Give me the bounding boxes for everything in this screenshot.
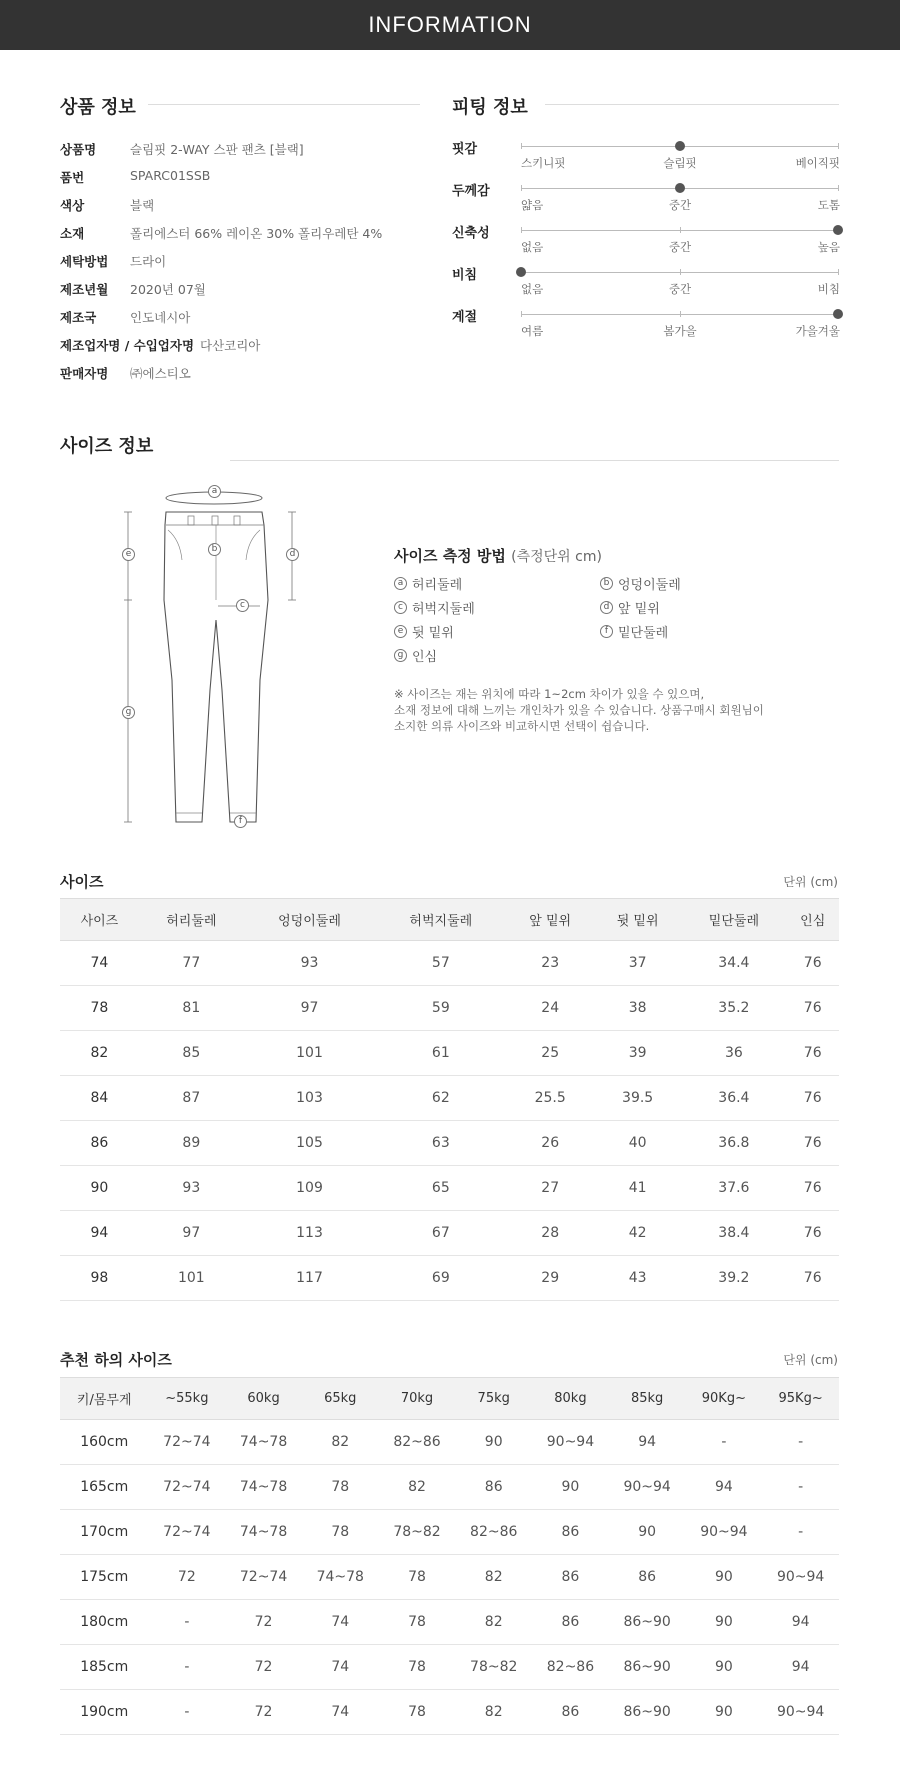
size-table-cell: 37 (594, 941, 681, 986)
size-table-cell: 97 (139, 1211, 244, 1256)
product-info-row (60, 336, 260, 354)
fit-option: 스키니핏 (521, 156, 566, 170)
recommend-table-unit: 단위 (cm) (783, 1353, 838, 1367)
product-info-row (60, 252, 166, 270)
info-header (0, 0, 900, 50)
size-table-cell: 113 (244, 1211, 375, 1256)
fit-option: 비침 (817, 282, 840, 296)
size-table-cell: 36 (681, 1031, 786, 1076)
recommend-table-cell: - (148, 1690, 225, 1735)
recommend-table-cell: 74 (302, 1645, 379, 1690)
recommend-table-row (60, 1645, 839, 1690)
recommend-table-row (60, 1420, 839, 1465)
fit-scale-tick (838, 269, 839, 275)
recommend-table-cell: 90~94 (686, 1510, 763, 1555)
recommend-table-cell: 72~74 (148, 1510, 225, 1555)
size-table-cell: 109 (244, 1166, 375, 1211)
size-table-row (60, 1256, 839, 1301)
size-table-cell: 93 (244, 941, 375, 986)
fit-scale-tick (521, 227, 522, 233)
recommend-table-cell: 90 (686, 1555, 763, 1600)
recommend-table-cell: 82~86 (532, 1645, 609, 1690)
size-table-cell: 82 (60, 1031, 139, 1076)
recommend-table-cell: - (762, 1510, 839, 1555)
recommend-table-cell: 82~86 (379, 1420, 456, 1465)
fit-selected-dot (833, 225, 843, 235)
size-table-header-cell: 밑단둘레 (681, 899, 786, 941)
recommend-table-cell: 90 (686, 1645, 763, 1690)
size-table-cell: 40 (594, 1121, 681, 1166)
recommend-table-cell: 165cm (60, 1465, 148, 1510)
mark-b-hip: b (208, 543, 221, 556)
fit-label: 두께감 (452, 184, 490, 199)
recommend-table-cell: 86 (455, 1465, 532, 1510)
fit-option: 베이직핏 (795, 156, 840, 170)
size-table-cell: 62 (375, 1076, 506, 1121)
recommend-table-row (60, 1600, 839, 1645)
fit-option: 없음 (521, 282, 544, 296)
size-table-cell: 36.8 (681, 1121, 786, 1166)
size-table-cell: 43 (594, 1256, 681, 1301)
recommend-table-cell: 90 (686, 1690, 763, 1735)
fit-selected-dot (833, 309, 843, 319)
recommend-table-cell: 82 (302, 1420, 379, 1465)
legend-label: 허리둘레 (412, 578, 463, 593)
recommend-table-cell: 86 (532, 1555, 609, 1600)
recommend-table-cell: 72 (148, 1555, 225, 1600)
recommend-table-cell: 175cm (60, 1555, 148, 1600)
pants-measurement-diagram (110, 480, 330, 830)
size-table-row (60, 1121, 839, 1166)
fit-selected-dot (516, 267, 526, 277)
product-info-divider (148, 104, 420, 105)
fit-label: 신축성 (452, 226, 490, 241)
size-table-cell: 76 (786, 986, 839, 1031)
fit-scale-tick (521, 311, 522, 317)
product-info-value: 다산코리아 (200, 338, 261, 353)
size-table-cell: 89 (139, 1121, 244, 1166)
legend-item (600, 622, 668, 641)
legend-mark: g (394, 649, 407, 662)
recommend-table-cell: 74 (302, 1690, 379, 1735)
size-note-line: 소재 정보에 대해 느끼는 개인차가 있을 수 있습니다. 상품구매시 회원님이 (394, 703, 764, 717)
size-table-cell: 37.6 (681, 1166, 786, 1211)
product-info-label: 판매자명 (60, 366, 109, 381)
size-table-cell: 87 (139, 1076, 244, 1121)
size-table-cell: 25.5 (506, 1076, 593, 1121)
fit-option: 높음 (817, 240, 840, 254)
fit-option: 중간 (668, 198, 692, 212)
legend-mark: c (394, 601, 407, 614)
recommend-table-header-cell: 90Kg~ (686, 1378, 763, 1420)
recommend-table-cell: 74~78 (225, 1510, 302, 1555)
size-table-row (60, 1211, 839, 1256)
size-table-row (60, 986, 839, 1031)
size-table-cell: 34.4 (681, 941, 786, 986)
fit-option: 없음 (521, 240, 544, 254)
legend-mark: b (600, 577, 613, 590)
size-table-row (60, 1076, 839, 1121)
size-table-header-cell: 뒷 밑위 (594, 899, 681, 941)
size-table-cell: 42 (594, 1211, 681, 1256)
header-title: INFORMATION (368, 12, 532, 37)
size-table-header-cell: 인심 (786, 899, 839, 941)
fit-scale-tick (680, 227, 681, 233)
recommend-table-cell: 78~82 (379, 1510, 456, 1555)
size-table-cell: 25 (506, 1031, 593, 1076)
product-info-value: ㈜에스티오 (130, 366, 191, 381)
product-info-value: 인도네시아 (130, 310, 191, 325)
recommend-table-cell: - (762, 1420, 839, 1465)
recommend-table-title: 추천 하의 사이즈 (60, 1351, 172, 1369)
recommend-table-cell: 180cm (60, 1600, 148, 1645)
fit-option: 도톰 (817, 198, 840, 212)
size-table-header (60, 899, 839, 941)
product-info-value: SPARC01SSB (130, 168, 211, 183)
size-table-cell: 29 (506, 1256, 593, 1301)
size-table-cell: 76 (786, 1166, 839, 1211)
size-table-cell: 41 (594, 1166, 681, 1211)
recommend-table-cell: 94 (609, 1420, 686, 1465)
recommend-table-cell: 74~78 (225, 1420, 302, 1465)
size-table-cell: 23 (506, 941, 593, 986)
recommend-table-cell: 78 (379, 1645, 456, 1690)
fit-option: 중간 (668, 282, 692, 296)
recommend-table-cell: 78 (302, 1510, 379, 1555)
mark-c-thigh: c (236, 599, 249, 612)
recommend-table-cell: 82 (455, 1600, 532, 1645)
size-table-cell: 81 (139, 986, 244, 1031)
recommend-table-cell: 86~90 (609, 1690, 686, 1735)
mark-f-hem: f (234, 815, 247, 828)
recommend-table-cell: - (148, 1645, 225, 1690)
legend-item (394, 646, 437, 665)
product-info-value: 슬림핏 2-WAY 스판 팬츠 [블랙] (130, 142, 304, 157)
recommend-table-header-cell: 키/몸무게 (60, 1378, 148, 1420)
size-table-header-cell: 허벅지둘레 (375, 899, 506, 941)
recommend-table-cell: 82 (379, 1465, 456, 1510)
size-table-cell: 97 (244, 986, 375, 1031)
product-info-label: 제조업자명 / 수입업자명 (60, 338, 195, 353)
size-note-line: ※ 사이즈는 재는 위치에 따라 1~2cm 차이가 있을 수 있으며, (394, 687, 705, 701)
size-table-cell: 78 (60, 986, 139, 1031)
size-table-cell: 28 (506, 1211, 593, 1256)
recommend-table-cell: 82 (455, 1555, 532, 1600)
size-table-cell: 86 (60, 1121, 139, 1166)
fitting-info-divider (545, 104, 839, 105)
legend-label: 허벅지둘레 (412, 602, 475, 617)
legend-item (394, 574, 462, 593)
size-table-cell: 76 (786, 1031, 839, 1076)
size-table-row (60, 941, 839, 986)
recommend-table-cell: 74~78 (302, 1555, 379, 1600)
recommend-table-cell: 72~74 (225, 1555, 302, 1600)
recommend-table-cell: 90~94 (762, 1555, 839, 1600)
fit-option: 중간 (668, 240, 692, 254)
legend-label: 엉덩이둘레 (618, 578, 681, 593)
recommend-table-cell: 72~74 (148, 1420, 225, 1465)
size-table-cell: 74 (60, 941, 139, 986)
recommend-table-cell: - (762, 1465, 839, 1510)
recommend-table-cell: 94 (686, 1465, 763, 1510)
recommend-table-cell: 86~90 (609, 1645, 686, 1690)
recommend-table-cell: 74~78 (225, 1465, 302, 1510)
size-table-cell: 101 (244, 1031, 375, 1076)
size-table-row (60, 1031, 839, 1076)
fit-scale-tick (838, 143, 839, 149)
legend-label: 뒷 밑위 (412, 626, 454, 641)
fit-scale-track (521, 314, 839, 315)
fit-scale-tick (521, 143, 522, 149)
size-table-cell: 117 (244, 1256, 375, 1301)
recommend-table-cell: 94 (762, 1645, 839, 1690)
recommend-table-cell: 94 (762, 1600, 839, 1645)
product-info-value: 드라이 (130, 254, 167, 269)
size-table-cell: 76 (786, 1121, 839, 1166)
size-table-cell: 93 (139, 1166, 244, 1211)
product-info-label: 세탁방법 (60, 254, 109, 269)
size-table-cell: 39.5 (594, 1076, 681, 1121)
recommend-table-row (60, 1690, 839, 1735)
legend-item (600, 598, 660, 617)
size-table-header-cell: 앞 밑위 (506, 899, 593, 941)
size-table-cell: 65 (375, 1166, 506, 1211)
recommend-table-cell: 190cm (60, 1690, 148, 1735)
recommend-table-header-cell: 85kg (609, 1378, 686, 1420)
product-info-value: 2020년 07월 (130, 282, 206, 297)
size-table-header-cell: 사이즈 (60, 899, 139, 941)
legend-item (394, 622, 454, 641)
size-table-cell: 24 (506, 986, 593, 1031)
size-table-cell: 76 (786, 1211, 839, 1256)
product-info-label: 제조국 (60, 310, 97, 325)
product-info-label: 상품명 (60, 142, 97, 157)
size-table-cell: 39.2 (681, 1256, 786, 1301)
recommend-table-cell: 78~82 (455, 1645, 532, 1690)
product-info-row (60, 364, 191, 382)
fit-scale-track (521, 230, 839, 231)
size-table-cell: 77 (139, 941, 244, 986)
measure-method-label: 사이즈 측정 방법 (394, 547, 506, 565)
fit-option: 여름 (521, 324, 544, 338)
product-info-value: 블랙 (130, 198, 155, 213)
recommend-table-cell: 90~94 (609, 1465, 686, 1510)
fit-label: 계절 (452, 310, 478, 325)
recommend-table-cell: 170cm (60, 1510, 148, 1555)
fit-option: 봄가을 (663, 324, 697, 338)
recommend-table-cell: 90 (609, 1510, 686, 1555)
recommend-table-cell: 82~86 (455, 1510, 532, 1555)
recommend-table-cell: 72 (225, 1600, 302, 1645)
size-table-title: 사이즈 (60, 873, 104, 891)
fit-label: 핏감 (452, 142, 478, 157)
recommend-table-cell: 78 (379, 1600, 456, 1645)
size-table-unit: 단위 (cm) (783, 875, 838, 889)
recommend-table-cell: - (686, 1420, 763, 1465)
mark-g-inseam: g (122, 706, 135, 719)
recommend-table-cell: 90 (686, 1600, 763, 1645)
recommend-table-cell: 78 (379, 1690, 456, 1735)
product-info-title: 상품 정보 (60, 97, 136, 118)
size-table (60, 898, 839, 1301)
fitting-info-title: 피팅 정보 (452, 97, 528, 118)
recommend-table (60, 1377, 839, 1735)
product-info-label: 제조년월 (60, 282, 109, 297)
size-table-cell: 27 (506, 1166, 593, 1211)
legend-mark: a (394, 577, 407, 590)
size-table-cell: 35.2 (681, 986, 786, 1031)
recommend-table-header-cell: ~55kg (148, 1378, 225, 1420)
size-table-cell: 105 (244, 1121, 375, 1166)
recommend-table-header-cell: 60kg (225, 1378, 302, 1420)
recommend-table-cell: 86 (532, 1510, 609, 1555)
size-table-cell: 61 (375, 1031, 506, 1076)
size-table-cell: 63 (375, 1121, 506, 1166)
fit-label: 비침 (452, 268, 478, 283)
size-info-divider (230, 460, 839, 461)
legend-mark: d (600, 601, 613, 614)
product-info-label: 소재 (60, 226, 85, 241)
size-table-cell: 98 (60, 1256, 139, 1301)
recommend-table-cell: 90~94 (532, 1420, 609, 1465)
recommend-table-header-cell: 70kg (379, 1378, 456, 1420)
size-table-cell: 39 (594, 1031, 681, 1076)
size-table-cell: 26 (506, 1121, 593, 1166)
size-table-cell: 101 (139, 1256, 244, 1301)
recommend-table-row (60, 1465, 839, 1510)
recommend-table-cell: 72~74 (148, 1465, 225, 1510)
size-table-cell: 76 (786, 1256, 839, 1301)
recommend-table-header-cell: 75kg (455, 1378, 532, 1420)
fit-selected-dot (675, 183, 685, 193)
size-note-line: 소지한 의류 사이즈와 비교하시면 선택이 쉽습니다. (394, 719, 650, 733)
legend-label: 밑단둘레 (618, 626, 669, 641)
product-info-row (60, 308, 190, 326)
legend-item (394, 598, 475, 617)
recommend-table-cell: 86~90 (609, 1600, 686, 1645)
recommend-table-row (60, 1510, 839, 1555)
fit-option: 가을겨울 (795, 324, 840, 338)
product-info-label: 품번 (60, 170, 85, 185)
size-table-header-cell: 허리둘레 (139, 899, 244, 941)
recommend-table-cell: 90 (532, 1465, 609, 1510)
size-table-cell: 69 (375, 1256, 506, 1301)
fit-selected-dot (675, 141, 685, 151)
recommend-table-header-cell: 95Kg~ (762, 1378, 839, 1420)
legend-mark: e (394, 625, 407, 638)
size-info-title: 사이즈 정보 (60, 436, 154, 457)
size-table-cell: 85 (139, 1031, 244, 1076)
recommend-table-header-cell: 65kg (302, 1378, 379, 1420)
recommend-table-cell: 160cm (60, 1420, 148, 1465)
recommend-table-cell: 74 (302, 1600, 379, 1645)
recommend-table-cell: 86 (609, 1555, 686, 1600)
size-table-cell: 59 (375, 986, 506, 1031)
recommend-table-cell: 86 (532, 1600, 609, 1645)
legend-item (600, 574, 681, 593)
product-info-label: 색상 (60, 198, 85, 213)
measure-method-title (394, 545, 602, 566)
size-table-cell: 76 (786, 1076, 839, 1121)
recommend-table-row (60, 1555, 839, 1600)
legend-mark: f (600, 625, 613, 638)
fit-scale-tick (680, 269, 681, 275)
size-table-header-cell: 엉덩이둘레 (244, 899, 375, 941)
fit-scale-tick (521, 185, 522, 191)
legend-label: 인심 (412, 650, 438, 665)
product-info-row (60, 280, 206, 298)
size-table-cell: 103 (244, 1076, 375, 1121)
recommend-table-cell: 78 (379, 1555, 456, 1600)
recommend-table-header (60, 1378, 839, 1420)
recommend-table-cell: 90 (455, 1420, 532, 1465)
size-table-cell: 36.4 (681, 1076, 786, 1121)
size-table-cell: 90 (60, 1166, 139, 1211)
measure-unit: (측정단위 cm) (511, 549, 602, 565)
recommend-table-cell: 82 (455, 1690, 532, 1735)
recommend-table-cell: 90~94 (762, 1690, 839, 1735)
product-info-value: 폴리에스터 66% 레이온 30% 폴리우레탄 4% (130, 226, 383, 241)
legend-label: 앞 밑위 (618, 602, 660, 617)
fit-scale-tick (838, 185, 839, 191)
fit-option: 얇음 (521, 198, 544, 212)
size-table-row (60, 1166, 839, 1211)
fit-scale-tick (680, 311, 681, 317)
recommend-table-cell: 185cm (60, 1645, 148, 1690)
recommend-table-cell: 86 (532, 1690, 609, 1735)
product-info-row (60, 224, 382, 242)
recommend-table-header-cell: 80kg (532, 1378, 609, 1420)
size-table-cell: 84 (60, 1076, 139, 1121)
fit-scale-track (521, 146, 839, 147)
fit-option: 슬림핏 (663, 156, 697, 170)
size-table-cell: 57 (375, 941, 506, 986)
size-table-cell: 38 (594, 986, 681, 1031)
recommend-table-cell: 72 (225, 1690, 302, 1735)
recommend-table-cell: 78 (302, 1465, 379, 1510)
product-info-row (60, 140, 304, 158)
fit-scale-track (521, 188, 839, 189)
product-info-row (60, 196, 154, 214)
size-table-cell: 76 (786, 941, 839, 986)
size-table-cell: 38.4 (681, 1211, 786, 1256)
pants-illustration (110, 480, 330, 830)
product-info-row (60, 168, 210, 186)
size-table-cell: 94 (60, 1211, 139, 1256)
recommend-table-cell: 72 (225, 1645, 302, 1690)
fit-scale-track (521, 272, 839, 273)
recommend-table-cell: - (148, 1600, 225, 1645)
mark-a-waist: a (208, 485, 221, 498)
size-table-cell: 67 (375, 1211, 506, 1256)
mark-e-back-rise: e (122, 548, 135, 561)
mark-d-front-rise: d (286, 548, 299, 561)
